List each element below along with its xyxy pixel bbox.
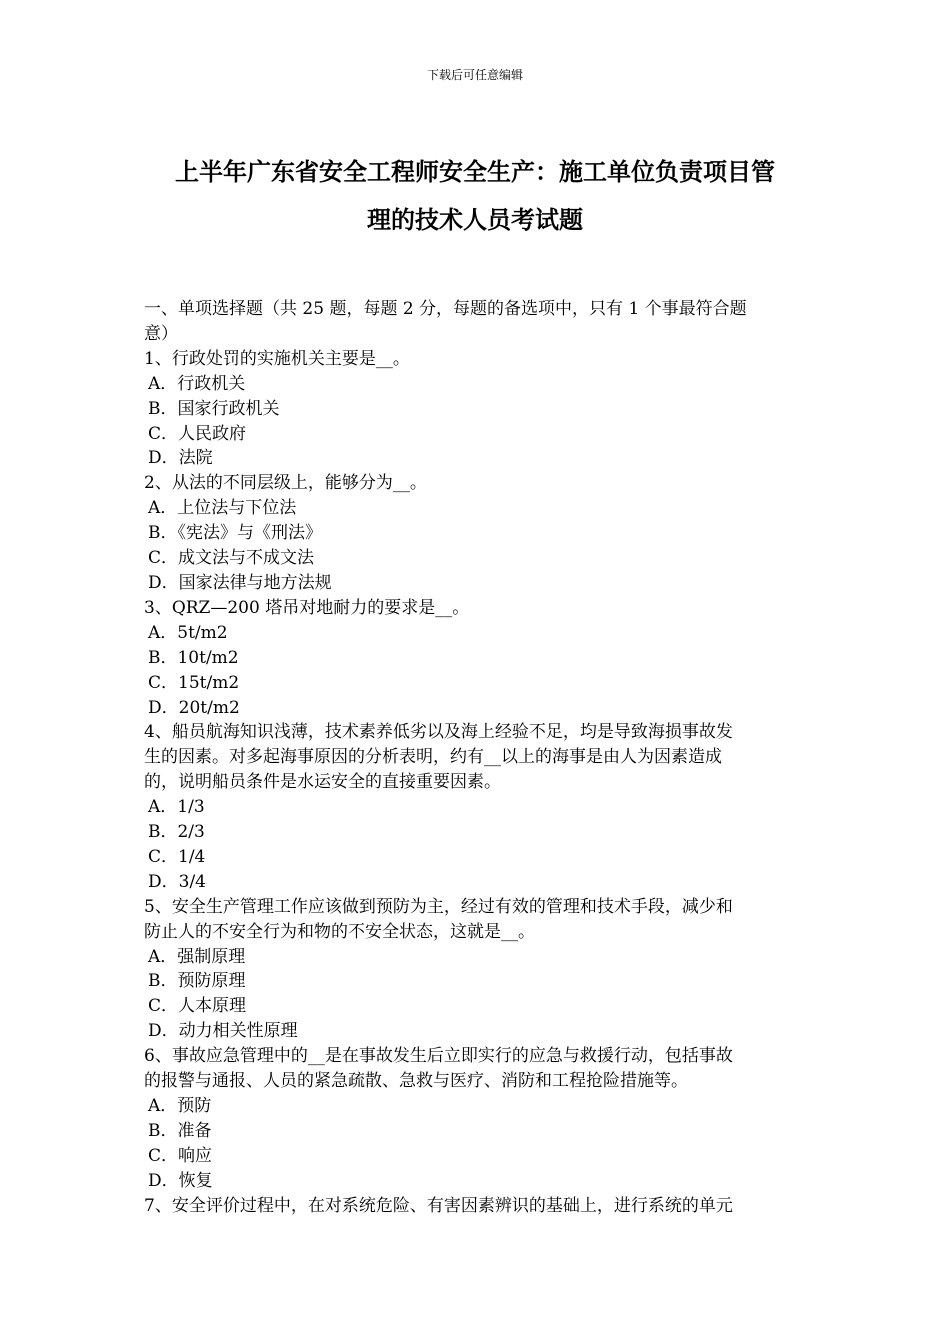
answer-option: A．行政机关 (148, 373, 246, 394)
answer-option: B．10t/m2 (148, 647, 239, 668)
answer-option: A．强制原理 (148, 946, 246, 967)
question-block (144, 720, 809, 894)
question-stem-line: 6、事故应急管理中的__是在事故发生后立即实行的应急与救援行动，包括事故 (144, 1046, 733, 1067)
question-stem-line: 的，说明船员条件是水运安全的直接重要因素。 (144, 772, 501, 793)
answer-option: C．成文法与不成文法 (148, 548, 315, 569)
question-stem-line: 4、船员航海知识浅薄，技术素养低劣以及海上经验不足，均是导致海损事故发 (144, 722, 733, 743)
question-block (144, 347, 809, 472)
question-stem-line: 的报警与通报、人员的紧急疏散、急救与医疗、消防和工程抢险措施等。 (144, 1071, 688, 1092)
answer-option: D．恢复 (148, 1170, 213, 1191)
answer-option: B．2/3 (148, 822, 205, 843)
document-body (144, 297, 809, 1219)
answer-option: C．人民政府 (148, 423, 247, 444)
question-stem-line: 3、QRZ—200 塔吊对地耐力的要求是__。 (144, 597, 470, 618)
answer-option: B．准备 (148, 1120, 212, 1141)
answer-option: A．预防 (148, 1096, 212, 1116)
header-note: 下载后可任意编辑 (426, 68, 523, 82)
answer-option: C．1/4 (148, 846, 206, 867)
answer-option: A．1/3 (148, 797, 205, 818)
answer-option: B．预防原理 (148, 971, 246, 992)
question-block (144, 471, 809, 596)
section-heading: 一、单项选择题（共 25 题，每题 2 分，每题的备选项中，只有 1 个事最符合题 (144, 299, 747, 319)
question-stem-line: 5、安全生产管理工作应该做到预防为主，经过有效的管理和技术手段，减少和 (144, 896, 733, 917)
question-stem-line: 1、行政处罚的实施机关主要是__。 (144, 348, 410, 369)
question-stem-line: 生的因素。对多起海事原因的分析表明，约有__以上的海事是由人为因素造成 (144, 747, 722, 768)
answer-option: D．3/4 (148, 871, 206, 892)
answer-option: B．国家行政机关 (148, 398, 280, 419)
question-block (144, 895, 809, 1044)
answer-option: D．法院 (148, 448, 213, 469)
answer-option: A．5t/m2 (148, 622, 228, 643)
question-block (144, 1194, 809, 1219)
question-block (144, 596, 809, 721)
answer-option: C．人本原理 (148, 996, 247, 1017)
answer-option: B．《宪法》与《刑法》 (148, 523, 322, 544)
document-title (120, 148, 830, 244)
answer-option: C．15t/m2 (148, 672, 240, 693)
title-line: 上半年广东省安全工程师安全生产：施工单位负责项目管 (175, 157, 775, 186)
question-stem-line: 防止人的不安全行为和物的不安全状态，这就是__。 (144, 921, 535, 942)
question-stem-line: 7、安全评价过程中，在对系统危险、有害因素辨识的基础上，进行系统的单元 (144, 1195, 733, 1216)
answer-option: D．20t/m2 (148, 697, 240, 718)
question-list (144, 347, 809, 1219)
title-line: 理的技术人员考试题 (367, 205, 583, 234)
question-block (144, 1044, 809, 1193)
answer-option: D．动力相关性原理 (148, 1021, 298, 1042)
section-heading-continued: 意） (144, 323, 178, 344)
question-stem-line: 2、从法的不同层级上，能够分为__。 (144, 473, 427, 494)
answer-option: A．上位法与下位法 (148, 498, 297, 519)
answer-option: C．响应 (148, 1145, 213, 1166)
answer-option: D．国家法律与地方法规 (148, 572, 332, 593)
